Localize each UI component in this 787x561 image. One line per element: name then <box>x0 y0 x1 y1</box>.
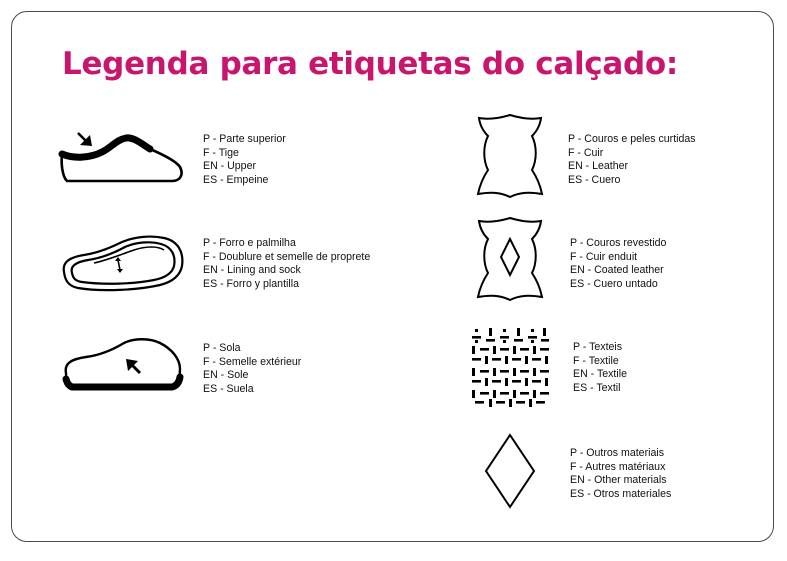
shoe-lining-icon <box>58 230 188 295</box>
label-line: F - Tige <box>203 146 239 159</box>
textile-icon <box>470 326 550 408</box>
label-line: ES - Cuero <box>568 173 621 186</box>
label-line: EN - Textile <box>573 368 627 381</box>
label-line: ES - Forro y plantilla <box>203 277 299 290</box>
label-line: EN - Leather <box>568 160 629 173</box>
label-line: F - Doublure et semelle de proprete <box>203 250 371 263</box>
label-line: P - Forro e palmilha <box>203 237 296 249</box>
label-line: ES - Textil <box>573 381 621 394</box>
label-line: F - Semelle extérieur <box>203 355 302 368</box>
label-line: EN - Upper <box>203 160 256 173</box>
label-line: EN - Other materials <box>570 474 667 487</box>
label-line: P - Parte superior <box>203 133 286 145</box>
label-line: EN - Coated leather <box>570 264 664 277</box>
label-line: EN - Sole <box>203 369 249 382</box>
label-line: P - Couros e peles curtidas <box>568 133 696 145</box>
page-title: Legenda para etiquetas do calçado: <box>62 46 678 82</box>
label-line: F - Autres matériaux <box>570 460 666 473</box>
label-line: ES - Otros materiales <box>570 487 672 500</box>
leather-hide-icon <box>470 112 550 200</box>
label-line: ES - Empeine <box>203 173 269 186</box>
label-line: ES - Suela <box>203 382 254 395</box>
label-line: F - Cuir <box>568 146 604 159</box>
label-line: P - Texteis <box>573 341 623 353</box>
label-line: F - Cuir enduit <box>570 250 638 263</box>
shoe-sole-icon <box>58 335 188 393</box>
label-line: P - Outros materiais <box>570 447 664 459</box>
label-line: F - Textile <box>573 354 619 367</box>
coated-leather-icon <box>470 215 550 305</box>
label-line: ES - Cuero untado <box>570 277 658 290</box>
label-line: P - Couros revestido <box>570 237 667 249</box>
label-line: P - Sola <box>203 342 241 354</box>
other-materials-icon <box>482 432 538 510</box>
shoe-upper-icon <box>52 127 187 189</box>
label-line: EN - Lining and sock <box>203 264 301 277</box>
